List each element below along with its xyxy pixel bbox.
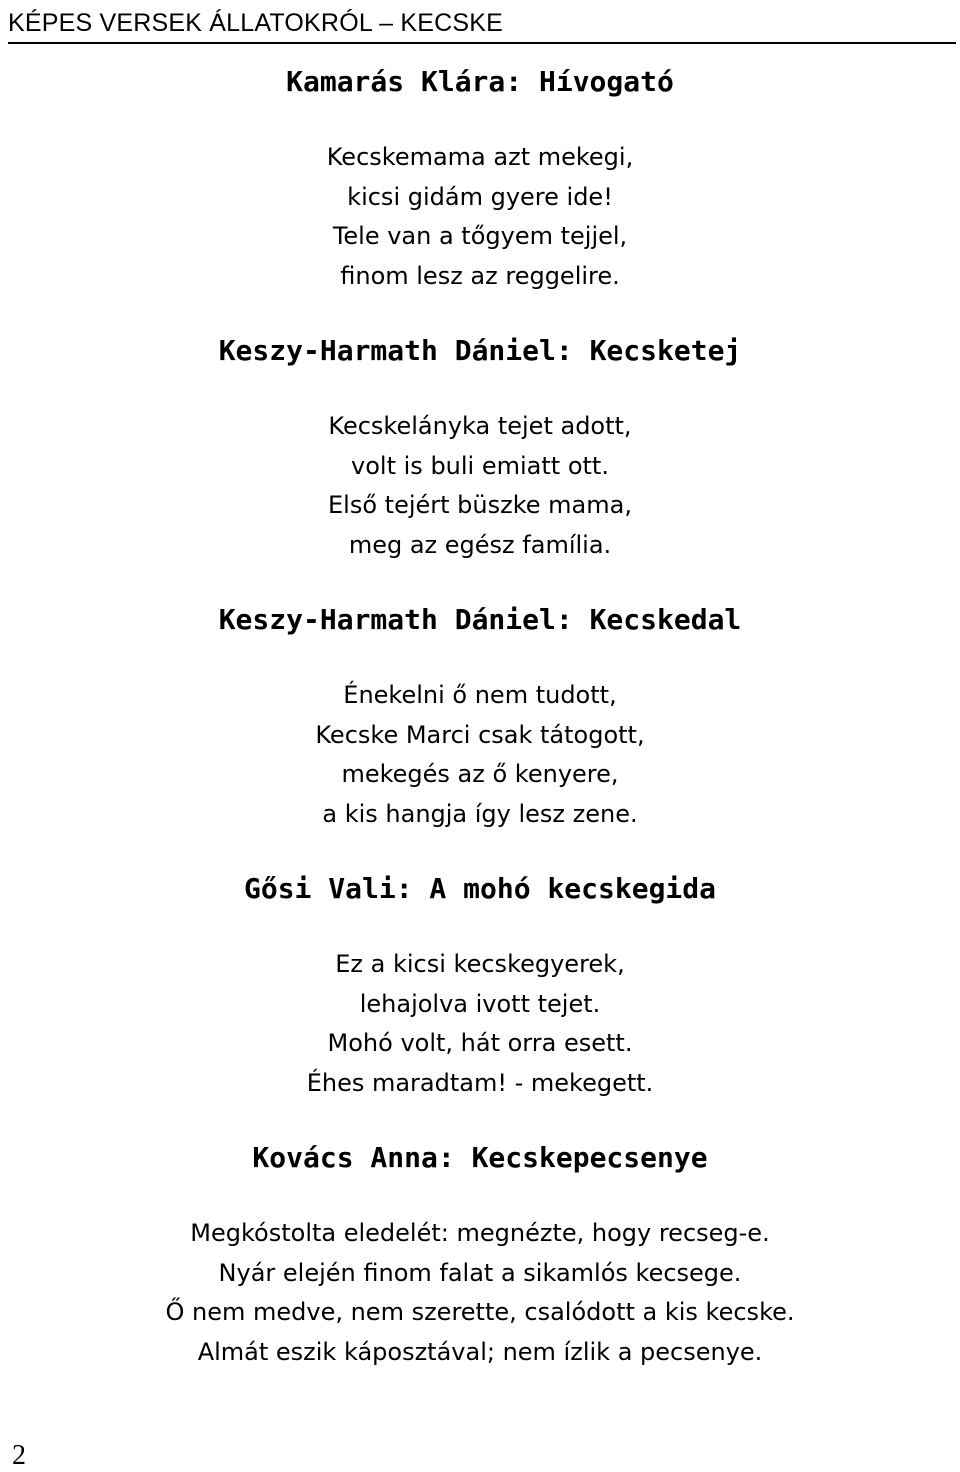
poem-stanza: [0, 407, 960, 565]
poem-line: finom lesz az reggelire.: [340, 261, 620, 290]
poem-line: mekegés az ő kenyere,: [341, 760, 619, 788]
poem-line: Mohó volt, hát orra esett.: [327, 1029, 633, 1057]
poem-line: Ez a kicsi kecskegyerek,: [335, 950, 625, 978]
poem-stanza: [0, 1214, 960, 1372]
poem-line: kicsi gidám gyere ide!: [347, 182, 613, 211]
poem-line: Éhes maradtam! - mekegett.: [306, 1068, 654, 1097]
poem-line: meg az egész família.: [348, 530, 612, 559]
poem-1: [0, 62, 960, 296]
poem-line: Ő nem medve, nem szerette, csalódott a kis kecske.: [165, 1298, 795, 1326]
poem-stanza: [0, 676, 960, 834]
poem-line: Énekelni ő nem tudott,: [343, 681, 617, 709]
poem-line: Almát eszik káposztával; nem ízlik a pecsenye.: [197, 1337, 763, 1366]
poem-collection: [0, 62, 960, 1407]
poem-3: [0, 600, 960, 834]
poem-stanza: [0, 138, 960, 296]
poem-2: [0, 331, 960, 565]
poem-line: Első tejért büszke mama,: [328, 491, 632, 519]
poem-4: [0, 869, 960, 1103]
poem-line: Megkóstolta eledelét: megnézte, hogy recseg-e.: [190, 1219, 770, 1247]
poem-5: [0, 1138, 960, 1372]
poem-line: a kis hangja így lesz zene.: [322, 799, 638, 828]
poem-line: Nyár elején finom falat a sikamlós kecsege.: [218, 1258, 742, 1287]
poem-line: volt is buli emiatt ott.: [351, 451, 609, 480]
poem-title: Keszy-Harmath Dániel: Kecskedal: [218, 603, 742, 636]
poem-title: Keszy-Harmath Dániel: Kecsketej: [218, 334, 742, 367]
document-title: KÉPES VERSEK ÁLLATOKRÓL – KECSKE: [8, 9, 504, 37]
poem-line: Tele van a tőgyem tejjel,: [332, 222, 628, 250]
page-header: [8, 6, 956, 44]
poem-stanza: [0, 945, 960, 1103]
poem-line: Kecskelányka tejet adott,: [328, 412, 632, 440]
page-number: 2: [12, 1440, 26, 1471]
poem-line: Kecskemama azt mekegi,: [326, 143, 634, 171]
poem-title: Kamarás Klára: Hívogató: [286, 65, 674, 98]
poem-line: Kecske Marci csak tátogott,: [315, 720, 645, 749]
poem-line: lehajolva ivott tejet.: [359, 989, 601, 1018]
poem-title: Gősi Vali: A mohó kecskegida: [243, 872, 716, 905]
poem-title: Kovács Anna: Kecskepecsenye: [252, 1141, 708, 1174]
